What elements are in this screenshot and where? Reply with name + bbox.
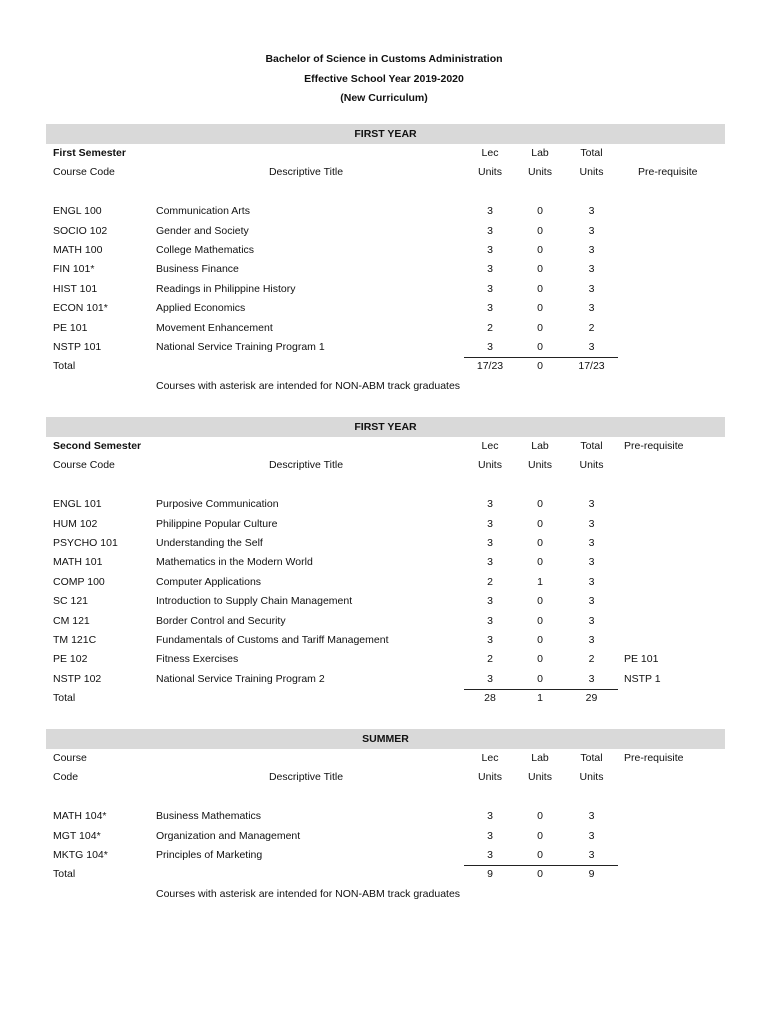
course-row — [46, 534, 725, 553]
course-list — [46, 495, 725, 689]
lab-header: Lab — [531, 147, 549, 159]
course-row — [46, 260, 725, 279]
course-code: MKTG 104* — [53, 848, 108, 861]
lab-header: Lab — [531, 752, 549, 764]
header-row-1 — [46, 144, 725, 163]
lab-units: 0 — [537, 302, 543, 315]
code-header: Code — [53, 771, 79, 784]
course-row — [46, 573, 725, 592]
total-lab: 1 — [537, 692, 543, 705]
program-title: Bachelor of Science in Customs Administration — [265, 53, 503, 65]
course-code: FIN 101* — [53, 263, 95, 276]
course-row — [46, 846, 725, 865]
total-header: Total — [580, 752, 603, 764]
total-units: 3 — [588, 633, 595, 646]
lab-units: 0 — [537, 321, 543, 334]
course-code: SC 121 — [53, 595, 89, 608]
total-lab: 0 — [537, 868, 543, 881]
total-units: 2 — [588, 653, 595, 666]
lec-header: Lec — [481, 440, 499, 452]
total-units: 3 — [588, 829, 595, 842]
course-code: HIST 101 — [53, 282, 98, 295]
curriculum-label: (New Curriculum) — [340, 92, 428, 104]
total-units: 3 — [588, 340, 595, 353]
total-row — [46, 689, 725, 708]
lec-units: 3 — [487, 614, 493, 627]
descriptive-title-header: Descriptive Title — [268, 459, 344, 472]
course-code: NSTP 101 — [53, 340, 102, 353]
course-title: Business Finance — [156, 263, 239, 276]
lec-units: 3 — [487, 556, 493, 569]
course-title: Introduction to Supply Chain Management — [156, 595, 353, 608]
course-title: Readings in Philippine History — [156, 282, 296, 295]
course-code: ENGL 100 — [53, 205, 102, 218]
header-row-2 — [46, 163, 725, 182]
total-lec: 9 — [487, 868, 493, 881]
descriptive-title-header: Descriptive Title — [268, 166, 344, 179]
course-code: TM 121C — [53, 633, 97, 646]
lec-header: Lec — [481, 147, 499, 159]
year-band: FIRST YEAR — [46, 417, 725, 437]
total-units: 3 — [588, 224, 595, 237]
lab-units: 0 — [537, 810, 543, 823]
year-band: FIRST YEAR — [46, 124, 725, 144]
total-units: 3 — [588, 848, 595, 861]
lab-units: 0 — [537, 614, 543, 627]
lec-units: 3 — [487, 829, 493, 842]
course-code: SOCIO 102 — [53, 224, 108, 237]
prerequisite-header: Pre-requisite — [638, 166, 698, 179]
course-code: CM 121 — [53, 614, 90, 627]
course-code-header: Course Code — [53, 459, 115, 472]
course-title: Principles of Marketing — [156, 848, 263, 861]
asterisk-note: Courses with asterisk are intended for NON-ABM track graduates — [156, 379, 461, 392]
course-code: MATH 101 — [53, 556, 103, 569]
header-row-2 — [46, 768, 725, 787]
total-header: Total — [580, 440, 603, 452]
total-units: 3 — [588, 498, 595, 511]
lab-units-header: Units — [528, 459, 552, 472]
course-code: ECON 101* — [53, 302, 108, 315]
semester-label: First Semester — [53, 147, 126, 159]
lab-units-header: Units — [528, 771, 552, 784]
prerequisite: PE 101 — [624, 653, 659, 666]
lab-units-header: Units — [528, 166, 552, 179]
lec-units-header: Units — [478, 166, 502, 179]
course-row — [46, 592, 725, 611]
course-title: Computer Applications — [156, 575, 262, 588]
prerequisite-header: Pre-requisite — [624, 752, 684, 764]
course-title: Fitness Exercises — [156, 653, 239, 666]
course-title: National Service Training Program 2 — [156, 672, 325, 685]
lec-units: 3 — [487, 536, 493, 549]
total-units: 3 — [588, 556, 595, 569]
lab-units: 0 — [537, 672, 543, 685]
lab-units: 0 — [537, 829, 543, 842]
lec-units: 3 — [487, 205, 493, 218]
lab-units: 1 — [537, 575, 543, 588]
lab-units: 0 — [537, 556, 543, 569]
course-title: Border Control and Security — [156, 614, 286, 627]
lec-units: 2 — [487, 575, 493, 588]
course-title: Business Mathematics — [156, 810, 262, 823]
lec-units: 3 — [487, 517, 493, 530]
course-title: Gender and Society — [156, 224, 249, 237]
lec-units: 2 — [487, 653, 493, 666]
total-header: Total — [580, 147, 603, 159]
lab-header: Lab — [531, 440, 549, 452]
total-row — [46, 357, 725, 376]
lab-units: 0 — [537, 517, 543, 530]
prerequisite: NSTP 1 — [624, 672, 661, 685]
prerequisite-header: Pre-requisite — [624, 440, 684, 452]
total-units: 3 — [588, 282, 595, 295]
course-title: Fundamentals of Customs and Tariff Management — [156, 633, 389, 646]
total-row — [46, 865, 725, 884]
lab-units: 0 — [537, 340, 543, 353]
course-row — [46, 280, 725, 299]
lec-units-header: Units — [478, 771, 502, 784]
course-title: Mathematics in the Modern World — [156, 556, 313, 569]
course-row — [46, 612, 725, 631]
lab-units: 0 — [537, 653, 543, 666]
total-units-header: Units — [579, 459, 604, 472]
course-row — [46, 553, 725, 572]
lec-units: 3 — [487, 498, 493, 511]
course-header: Course — [53, 752, 87, 764]
lec-units: 3 — [487, 340, 493, 353]
course-row — [46, 222, 725, 241]
lab-units: 0 — [537, 243, 543, 256]
course-code: HUM 102 — [53, 517, 98, 530]
header-row-1 — [46, 749, 725, 768]
lab-units: 0 — [537, 282, 543, 295]
lab-units: 0 — [537, 848, 543, 861]
lec-units: 3 — [487, 848, 493, 861]
total-lec: 17/23 — [476, 360, 504, 373]
descriptive-title-header: Descriptive Title — [268, 771, 344, 784]
total-units-header: Units — [579, 771, 604, 784]
lec-units: 3 — [487, 595, 493, 608]
total-units: 17/23 — [578, 360, 605, 373]
total-units: 3 — [588, 575, 595, 588]
course-row — [46, 515, 725, 534]
course-code: PE 101 — [53, 321, 88, 334]
lec-units: 3 — [487, 672, 493, 685]
course-row — [46, 241, 725, 260]
asterisk-note: Courses with asterisk are intended for NON-ABM track graduates — [156, 887, 461, 900]
total-label: Total — [53, 868, 76, 881]
course-row — [46, 319, 725, 338]
total-units: 3 — [588, 614, 595, 627]
lec-units: 3 — [487, 243, 493, 256]
course-title: Communication Arts — [156, 205, 250, 218]
total-units: 3 — [588, 263, 595, 276]
total-lab: 0 — [537, 360, 543, 373]
course-row — [46, 631, 725, 650]
total-units: 3 — [588, 672, 595, 685]
total-units: 3 — [588, 595, 595, 608]
summer-section — [46, 729, 725, 904]
course-list — [46, 202, 725, 357]
course-row — [46, 495, 725, 514]
course-code-header: Course Code — [53, 166, 115, 179]
total-units: 2 — [588, 321, 595, 334]
total-units: 9 — [588, 868, 595, 881]
total-units: 3 — [588, 536, 595, 549]
course-row — [46, 202, 725, 221]
total-units: 3 — [588, 302, 595, 315]
total-label: Total — [53, 360, 76, 373]
document-header — [0, 52, 768, 111]
lab-units: 0 — [537, 205, 543, 218]
course-code: PE 102 — [53, 653, 88, 666]
course-title: Understanding the Self — [156, 536, 263, 549]
lec-header: Lec — [481, 752, 499, 764]
course-row — [46, 338, 725, 357]
first-semester-section — [46, 124, 725, 396]
course-row — [46, 670, 725, 689]
course-code: NSTP 102 — [53, 672, 102, 685]
course-title: National Service Training Program 1 — [156, 340, 325, 353]
total-units: 3 — [588, 517, 595, 530]
course-title: Applied Economics — [156, 302, 246, 315]
total-label: Total — [53, 692, 76, 705]
lec-units: 3 — [487, 810, 493, 823]
course-code: MATH 100 — [53, 243, 103, 256]
total-units-header: Units — [579, 166, 604, 179]
course-row — [46, 827, 725, 846]
lab-units: 0 — [537, 263, 543, 276]
lab-units: 0 — [537, 224, 543, 237]
course-code: MATH 104* — [53, 810, 107, 823]
total-units: 3 — [588, 810, 595, 823]
school-year: Effective School Year 2019-2020 — [304, 72, 464, 85]
total-lec: 28 — [484, 692, 496, 705]
header-row-1 — [46, 437, 725, 456]
lec-units: 2 — [487, 321, 493, 334]
total-units: 29 — [585, 692, 598, 705]
course-list — [46, 807, 725, 865]
course-row — [46, 650, 725, 669]
course-code: COMP 100 — [53, 575, 105, 588]
course-title: Organization and Management — [156, 829, 301, 842]
lab-units: 0 — [537, 595, 543, 608]
lec-units: 3 — [487, 282, 493, 295]
course-title: Purposive Communication — [156, 498, 279, 511]
course-code: MGT 104* — [53, 829, 101, 842]
lec-units-header: Units — [478, 459, 502, 472]
lec-units: 3 — [487, 633, 493, 646]
course-code: ENGL 101 — [53, 498, 102, 511]
total-units: 3 — [588, 205, 595, 218]
lec-units: 3 — [487, 263, 493, 276]
second-semester-section — [46, 417, 725, 708]
course-row — [46, 807, 725, 826]
header-row-2 — [46, 456, 725, 475]
summer-band: SUMMER — [46, 729, 725, 749]
total-units: 3 — [588, 243, 595, 256]
course-title: College Mathematics — [156, 243, 255, 256]
lab-units: 0 — [537, 498, 543, 511]
lab-units: 0 — [537, 633, 543, 646]
lec-units: 3 — [487, 224, 493, 237]
course-title: Philippine Popular Culture — [156, 517, 278, 530]
course-row — [46, 299, 725, 318]
course-code: PSYCHO 101 — [53, 536, 118, 549]
lab-units: 0 — [537, 536, 543, 549]
semester-label: Second Semester — [53, 440, 142, 452]
course-title: Movement Enhancement — [156, 321, 273, 334]
lec-units: 3 — [487, 302, 493, 315]
